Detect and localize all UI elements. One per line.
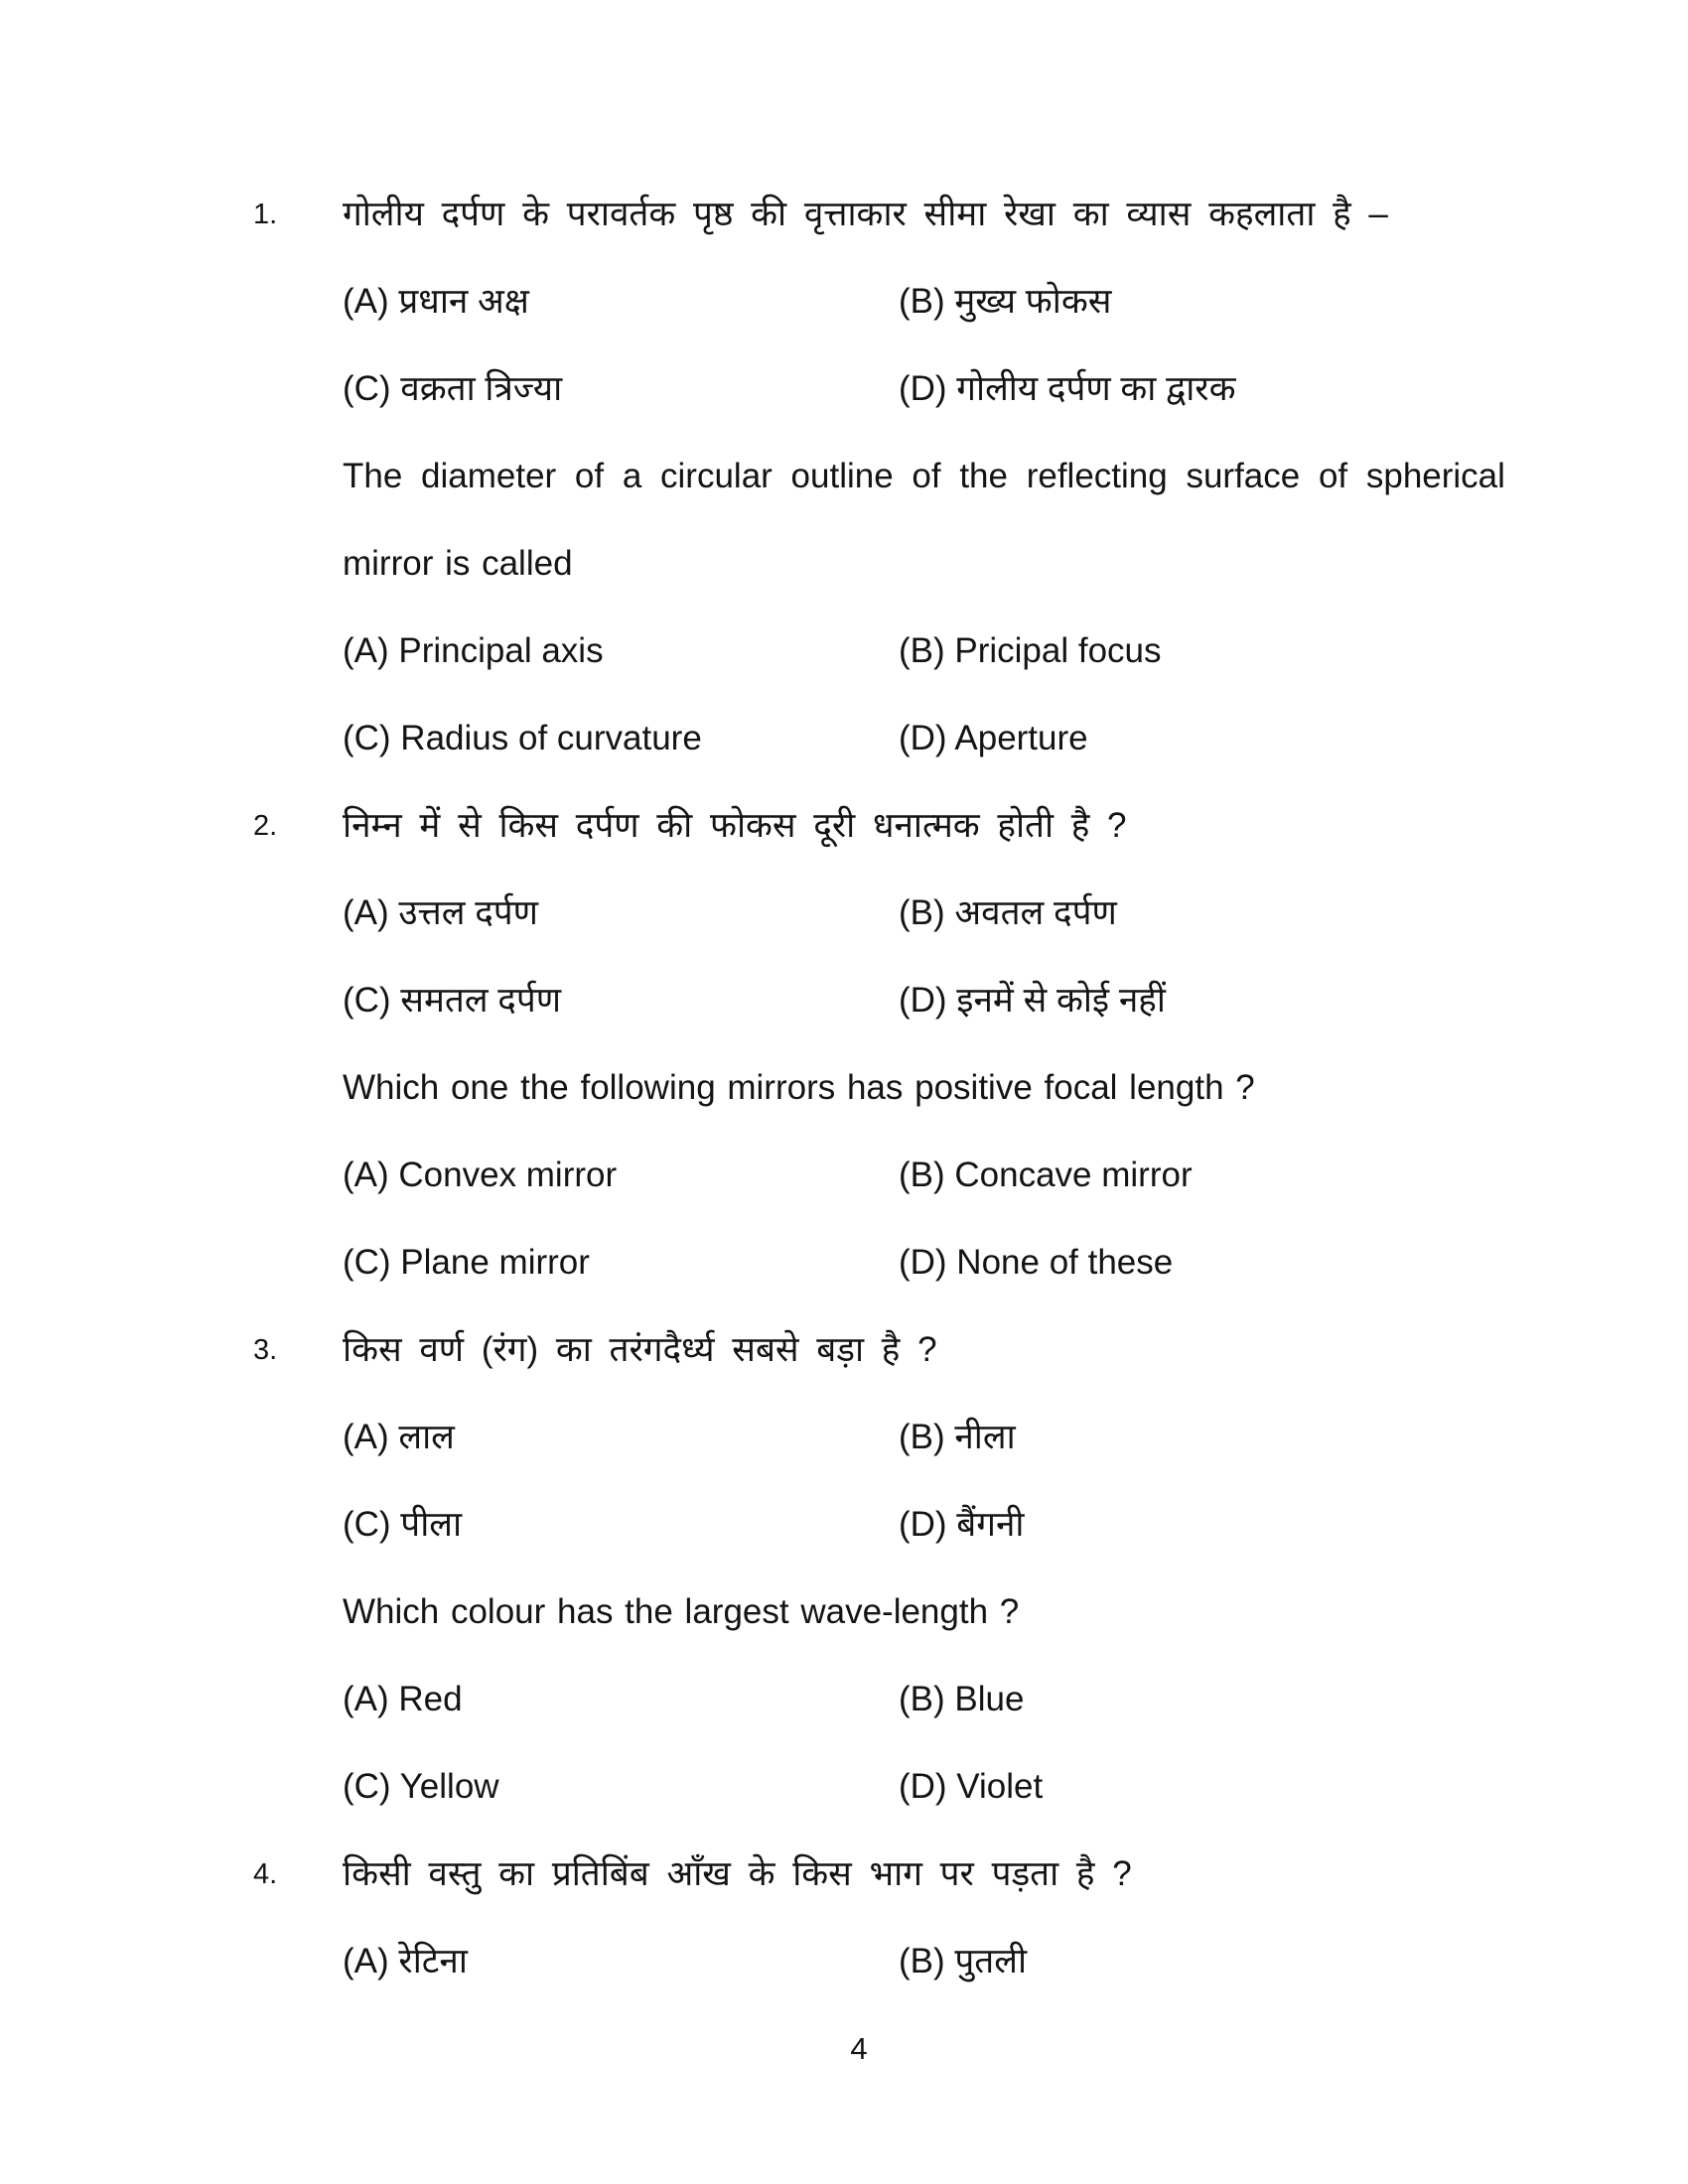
option-d-english: (D) None of these [899,1243,1174,1282]
option-c-english: (C) Yellow [343,1767,499,1806]
question-1-number: 1. [253,199,278,230]
option-c-hindi: (C) वक्रता त्रिज्या [343,369,563,408]
question-3-hindi-options-cd [0,1481,1688,1569]
option-a-hindi: (A) प्रधान अक्ष [343,282,529,321]
question-3-hindi-options-ab [0,1394,1688,1481]
option-c-hindi: (C) पीला [343,1505,463,1544]
option-b-english: (B) Concave mirror [899,1156,1193,1194]
option-d-hindi: (D) गोलीय दर्पण का द्वारक [899,369,1236,408]
question-2-hindi-options-ab [0,870,1688,957]
question-1-english-line1 [0,433,1688,520]
option-b-hindi: (B) नीला [899,1418,1016,1456]
option-c-hindi: (C) समतल दर्पण [343,981,562,1020]
question-2-english-options-cd [0,1219,1688,1306]
question-1-hindi-options-cd [0,345,1688,433]
option-c-english: (C) Plane mirror [343,1243,590,1282]
question-2-english [0,1044,1688,1132]
question-4-hindi [0,1831,1688,1918]
option-a-hindi: (A) लाल [343,1418,455,1456]
question-1-english-options-ab [0,608,1688,695]
question-2-hindi-options-cd [0,957,1688,1044]
option-c-english: (C) Radius of curvature [343,719,702,757]
page-content [0,171,1688,2093]
page-number: 4 [850,2031,868,2066]
question-1-english-options-cd [0,695,1688,782]
question-3-english-options-cd [0,1743,1688,1831]
question-4-number: 4. [253,1858,278,1890]
question-3-hindi [0,1306,1688,1394]
question-4-text-hindi: किसी वस्तु का प्रतिबिंब आँख के किस भाग पर पड़ता है ? [343,1854,1132,1893]
question-3-text-hindi: किस वर्ण (रंग) का तरंगदैर्ध्य सबसे बड़ा है ? [343,1330,937,1369]
option-a-english: (A) Principal axis [343,631,604,670]
option-a-hindi: (A) रेटिना [343,1942,468,1980]
question-2-number: 2. [253,810,278,842]
option-b-english: (B) Blue [899,1680,1025,1718]
question-4-hindi-options-ab [0,1918,1688,2005]
option-d-hindi: (D) इनमें से कोई नहीं [899,981,1166,1020]
option-a-hindi: (A) उत्तल दर्पण [343,893,538,932]
question-2-english-options-ab [0,1132,1688,1219]
option-d-english: (D) Violet [899,1767,1044,1806]
question-1-hindi-options-ab [0,258,1688,345]
option-b-hindi: (B) पुतली [899,1942,1028,1980]
question-3-number: 3. [253,1334,278,1366]
option-d-hindi: (D) बैंगनी [899,1505,1025,1544]
option-d-english: (D) Aperture [899,719,1088,757]
question-3-english-options-ab [0,1656,1688,1743]
option-b-english: (B) Pricipal focus [899,631,1162,670]
question-1-text-english-line1: The diameter of a circular outline of the reflecting surface of spherical [343,457,1505,495]
question-1-hindi [0,171,1688,258]
question-3-english [0,1569,1688,1656]
question-3-text-english: Which colour has the largest wave-length ? [343,1592,1020,1631]
option-b-hindi: (B) अवतल दर्पण [899,893,1117,932]
question-1-english-line2 [0,520,1688,608]
question-2-text-english: Which one the following mirrors has positive focal length ? [343,1068,1255,1107]
question-2-hindi [0,782,1688,870]
option-a-english: (A) Red [343,1680,463,1718]
option-b-hindi: (B) मुख्य फोकस [899,282,1112,321]
question-1-text-english-line2: mirror is called [343,544,573,583]
question-2-text-hindi: निम्न में से किस दर्पण की फोकस दूरी धनात्मक होती है ? [343,806,1127,845]
question-1-text-hindi: गोलीय दर्पण के परावर्तक पृष्ठ की वृत्ताकार सीमा रेखा का व्यास कहलाता है – [343,195,1388,233]
option-a-english: (A) Convex mirror [343,1156,618,1194]
